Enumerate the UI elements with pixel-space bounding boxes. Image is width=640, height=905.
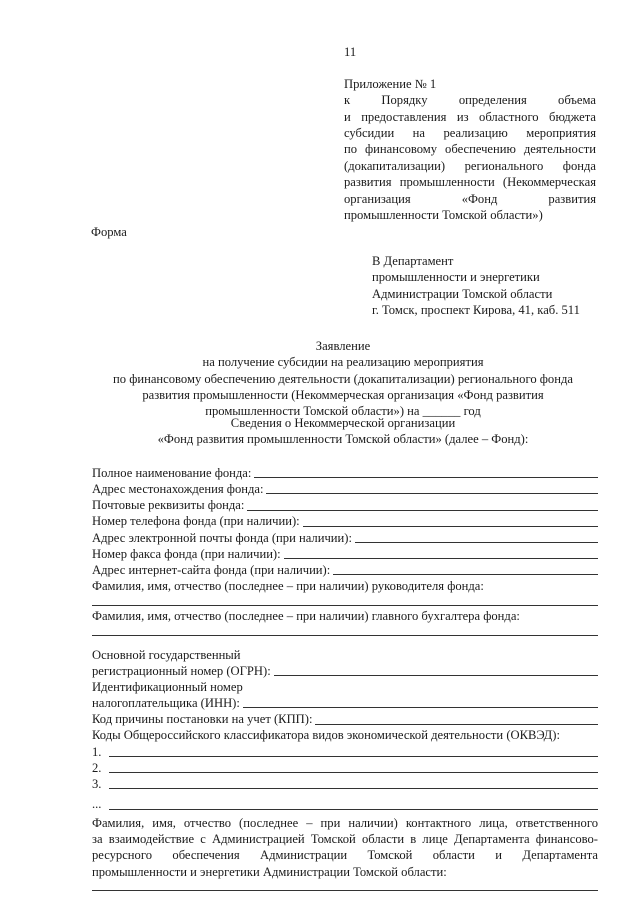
fill-line[interactable]	[92, 605, 598, 606]
item-number: 1.	[92, 744, 102, 759]
contact-line: ресурсного обеспечения Администрации Томской области и Департамента	[92, 848, 598, 863]
item-number: 3.	[92, 777, 102, 792]
field-address	[92, 481, 598, 497]
page-number: 11	[344, 45, 357, 59]
field-label: Код причины постановки на учет (КПП):	[92, 712, 313, 727]
field-label: Адрес электронной почты фонда (при наличии):	[92, 530, 352, 545]
field-label: Фамилия, имя, отчество (последнее – при наличии) руководителя фонда:	[92, 579, 484, 594]
fill-line[interactable]	[109, 756, 598, 757]
statement-line: промышленности Томской области») на ______ год	[205, 404, 481, 419]
field-label: Номер телефона фонда (при наличии):	[92, 514, 300, 529]
okved-item	[92, 744, 598, 760]
appendix-line: (докапитализации) регионального фонда	[344, 158, 596, 173]
info-line: «Фонд развития промышленности Томской области» (далее – Фонд):	[157, 432, 529, 447]
fill-line[interactable]	[109, 772, 598, 773]
okved-item	[92, 776, 598, 792]
appendix-line: промышленности Томской области»)	[344, 207, 543, 222]
item-number: 2.	[92, 760, 102, 775]
contact-line: Фамилия, имя, отчество (последнее – при наличии) контактного лица, ответственного	[92, 815, 598, 830]
field-label: Адрес интернет-сайта фонда (при наличии):	[92, 562, 331, 577]
appendix-title: Приложение № 1	[344, 77, 437, 91]
fill-line[interactable]	[315, 724, 598, 725]
info-line: Сведения о Некоммерческой организации	[230, 416, 456, 430]
addressee-block	[372, 253, 580, 318]
field-director-line	[92, 595, 598, 609]
field-accountant	[92, 609, 598, 625]
fill-line[interactable]	[254, 477, 598, 478]
field-inn-label	[92, 679, 598, 695]
field-label: регистрационный номер (ОГРН):	[92, 663, 271, 678]
fill-line[interactable]	[284, 558, 598, 559]
appendix-line: развития промышленности (Некоммерческая	[344, 175, 596, 190]
statement-line: по финансовому обеспечению деятельности (докапитализации) регионального фонда	[113, 371, 573, 386]
organization-info-heading	[90, 415, 596, 448]
field-label: налогоплательщика (ИНН):	[92, 696, 240, 711]
item-number: ...	[92, 797, 102, 812]
statement-line: развития промышленности (Некоммерческая организация «Фонд развития	[142, 388, 544, 403]
field-inn	[92, 695, 598, 711]
field-label: Основной государственный	[92, 647, 241, 662]
field-label: Полное наименование фонда:	[92, 465, 252, 480]
fill-line[interactable]	[109, 809, 598, 810]
contact-person-paragraph	[92, 815, 598, 880]
field-label: Адрес местонахождения фонда:	[92, 482, 264, 497]
statement-line: на получение субсидии на реализацию мероприятия	[202, 355, 484, 370]
fill-line[interactable]	[274, 675, 598, 676]
field-postal	[92, 497, 598, 513]
appendix-block	[344, 76, 596, 223]
field-fax	[92, 546, 598, 562]
addressee-line: В Департамент	[372, 254, 454, 268]
contact-line: промышленности и энергетики Администрации Томской области:	[92, 864, 447, 879]
addressee-line: Администрации Томской области	[372, 286, 553, 301]
field-phone	[92, 514, 598, 530]
field-website	[92, 562, 598, 578]
fill-line[interactable]	[92, 635, 598, 636]
statement-heading: Заявление	[315, 339, 371, 353]
statement-title-block	[90, 338, 596, 420]
appendix-line: к Порядку определения объема	[344, 93, 596, 108]
fill-line[interactable]	[109, 788, 598, 789]
field-ogrn	[92, 663, 598, 679]
field-full-name	[92, 465, 598, 481]
field-email	[92, 530, 598, 546]
appendix-line: организация «Фонд развития	[344, 191, 596, 206]
field-accountant-line	[92, 625, 598, 639]
field-label: Номер факса фонда (при наличии):	[92, 546, 281, 561]
form-label: Форма	[91, 225, 127, 239]
okved-item	[92, 796, 598, 812]
field-okved	[92, 728, 598, 744]
fill-line[interactable]	[355, 542, 598, 543]
okved-item	[92, 760, 598, 776]
fill-line[interactable]	[333, 574, 598, 575]
field-kpp	[92, 711, 598, 727]
field-label: Коды Общероссийского классификатора видов экономической деятельности (ОКВЭД):	[92, 728, 560, 743]
fill-line[interactable]	[247, 510, 598, 511]
field-label: Почтовые реквизиты фонда:	[92, 498, 245, 513]
appendix-line: и предоставления из областного бюджета	[344, 109, 596, 124]
field-label: Идентификационный номер	[92, 679, 243, 694]
form-fields	[92, 465, 598, 894]
field-ogrn-label	[92, 647, 598, 663]
field-label: Фамилия, имя, отчество (последнее – при наличии) главного бухгалтера фонда:	[92, 609, 520, 624]
fill-line[interactable]	[303, 526, 598, 527]
appendix-line: по финансовому обеспечению деятельности	[344, 142, 596, 157]
field-contact-line	[92, 880, 598, 894]
fill-line[interactable]	[92, 890, 598, 891]
fill-line[interactable]	[266, 493, 598, 494]
fill-line[interactable]	[243, 707, 598, 708]
addressee-line: г. Томск, проспект Кирова, 41, каб. 511	[372, 303, 580, 318]
addressee-line: промышленности и энергетики	[372, 270, 540, 285]
contact-line: за взаимодействие с Администрацией Томской области в лице Департамента финансово-	[92, 831, 598, 846]
field-director	[92, 578, 598, 594]
appendix-line: субсидии на реализацию мероприятия	[344, 126, 596, 141]
